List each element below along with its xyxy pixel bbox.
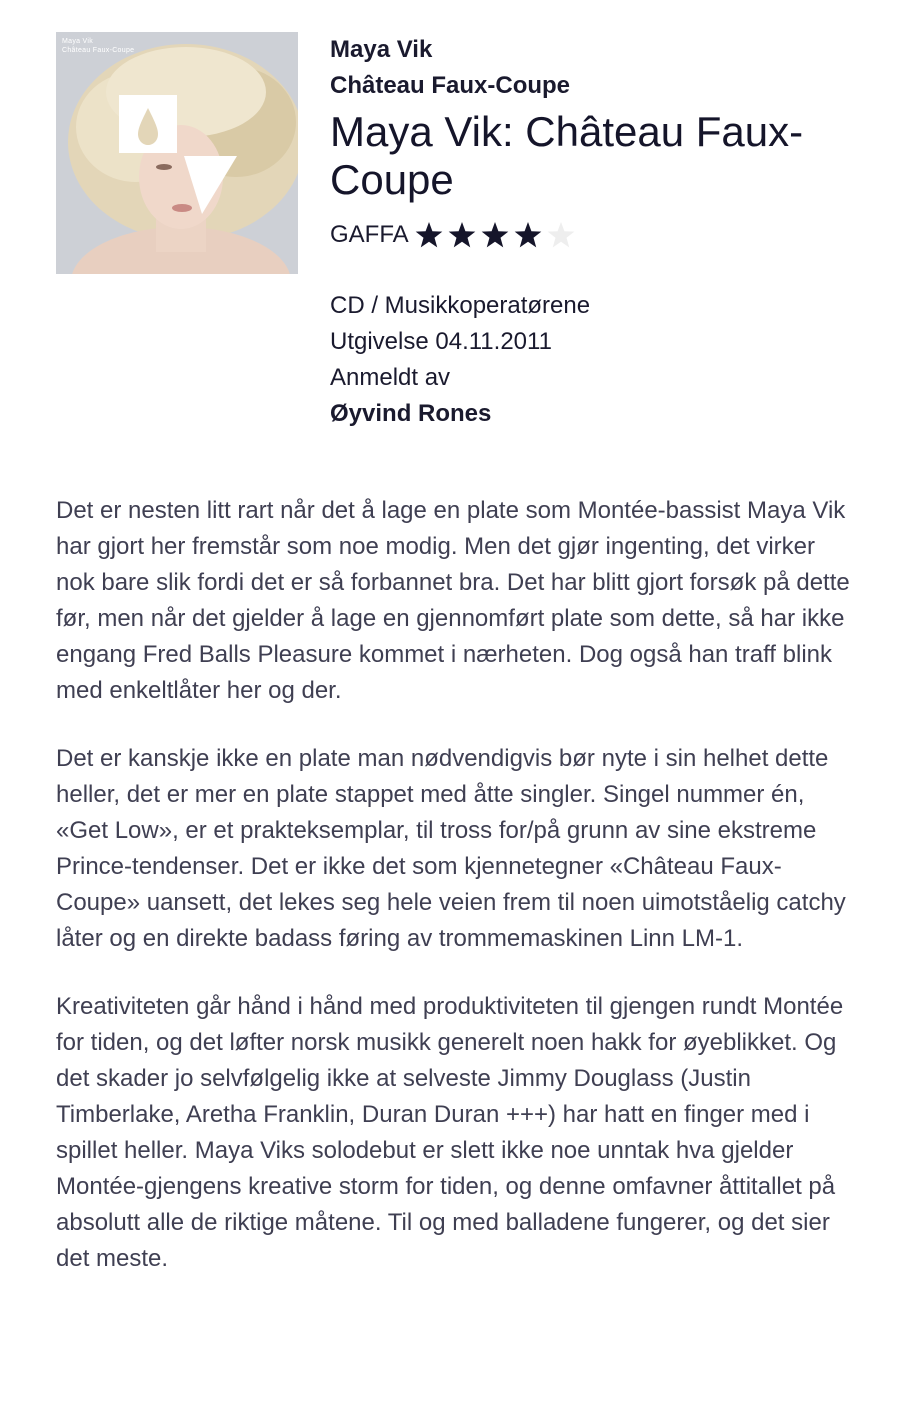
reviewer-name[interactable]: Øyvind Rones <box>330 400 492 427</box>
review-paragraph: Det er kanskje ikke en plate man nødvendigvis bør nyte i sin helhet dette heller, det er mer en plate stappet med åtte singler. Singel nummer én, «Get Low», er et prakteksemplar, til tross for/på grunn av sine ekstreme Prince-tendenser. Det er ikke det som kjennetegner «Château Faux-Coupe» uansett, det lekes seg hele veien frem til noen uimotståelig catchy låter og en direkte badass føring av trommemaskinen Linn LM-1. <box>56 745 846 952</box>
star-filled-icon <box>481 221 509 249</box>
page-title: Maya Vik: Château Faux-Coupe <box>330 108 804 203</box>
album-info <box>330 32 850 432</box>
star-filled-icon <box>514 221 542 249</box>
star-filled-icon <box>448 221 476 249</box>
rating <box>330 218 850 252</box>
album-cover <box>56 32 298 274</box>
star-empty-icon <box>547 221 575 249</box>
album-cover-art <box>56 32 298 274</box>
review-header <box>56 32 856 452</box>
cover-artist-text: Maya Vik <box>62 38 94 45</box>
review-paragraph: Det er nesten litt rart når det å lage en plate som Montée-bassist Maya Vik har gjort her fremstår som noe modig. Men det gjør ingenting, det virker nok bare slik fordi det er så forbannet bra. Det har blitt gjort forsøk på dette før, men når det gjelder å lage en gjennomført plate som dette, så har ikke engang Fred Balls Pleasure kommet i nærheten. Dog også han traff blink med enkeltlåter her og der. <box>56 497 850 704</box>
release-date: Utgivelse 04.11.2011 <box>330 328 552 355</box>
reviewed-by-label: Anmeldt av <box>330 364 451 391</box>
review-paragraph: Kreativiteten går hånd i hånd med produktiviteten til gjengen rundt Montée for tiden, og det løfter norsk musikk generelt noen hakk for øyeblikket. Og det skader jo selvfølgelig ikke at selveste Jimmy Douglass (Justin Timberlake, Aretha Franklin, Duran Duran +++) har hatt en finger med i spillet heller. Maya Viks solodebut er slett ikke noe unntak hva gjelder Montée-gjengens kreative storm for tiden, og denne omfavner åttitallet på absolutt alle de riktige måtene. Til og med balladene fungerer, og det sier det meste. <box>56 993 844 1272</box>
album-name: Château Faux-Coupe <box>330 72 571 99</box>
star-rating <box>415 221 580 249</box>
album-meta <box>330 288 850 432</box>
format-label: CD / Musikkoperatørene <box>330 292 591 319</box>
artist-name: Maya Vik <box>330 36 433 63</box>
cover-text <box>62 37 134 55</box>
rating-source: GAFFA <box>330 221 409 248</box>
cover-title-text: Château Faux-Coupe <box>62 47 135 54</box>
review-body <box>56 493 856 1309</box>
star-filled-icon <box>415 221 443 249</box>
